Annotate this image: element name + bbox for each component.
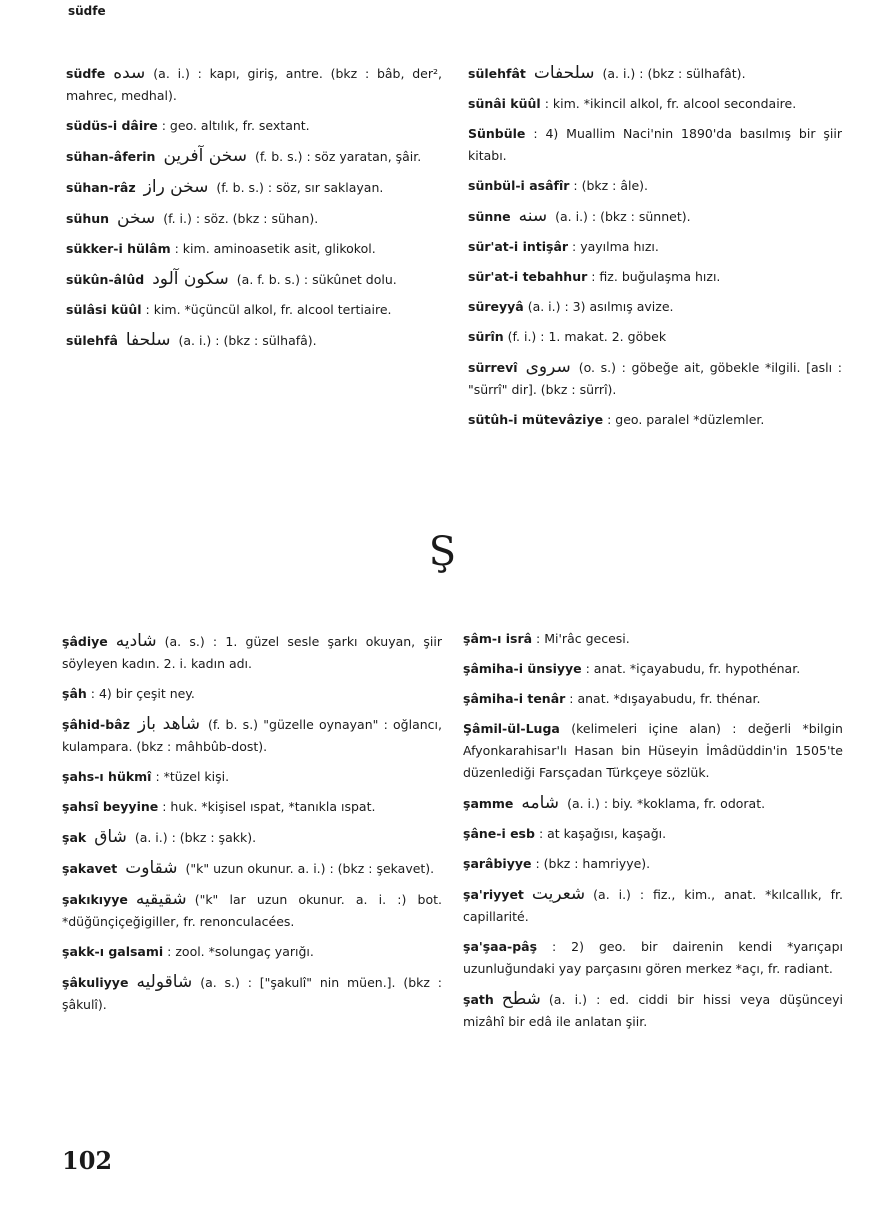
entry-headword: süreyyâ <box>468 299 524 314</box>
entry-definition: : kim. *ikincil alkol, fr. alcool secondaire. <box>544 96 797 111</box>
entry-arabic-script: سخن راز <box>143 177 209 197</box>
entry-definition: : at kaşağısı, kaşağı. <box>538 826 667 841</box>
dictionary-entry <box>468 62 842 85</box>
dictionary-entry <box>62 826 442 849</box>
entry-headword: şâh <box>62 686 87 701</box>
entry-arabic-script: شقیقیه <box>135 889 187 909</box>
entry-definition: : zool. *solungaç yarığı. <box>167 944 314 959</box>
entry-arabic-script: سخن <box>117 208 156 228</box>
entry-arabic-script: سلحفا <box>125 330 171 350</box>
entry-definition: : *tüzel kişi. <box>155 769 230 784</box>
entry-headword: Sünbüle <box>468 126 526 141</box>
entry-definition: (a. i.) : (bkz : sülhafât). <box>602 66 746 81</box>
entry-headword: sürîn <box>468 329 504 344</box>
dictionary-entry <box>468 409 842 431</box>
entry-headword: şarâbiyye <box>463 856 532 871</box>
dictionary-entry <box>468 123 842 167</box>
entry-headword: Şâmil-ül-Luga <box>463 721 560 736</box>
entry-headword: şahs-ı hükmî <box>62 769 152 784</box>
entry-headword: şâne-i esb <box>463 826 535 841</box>
entry-definition: : kim. *üçüncül alkol, fr. alcool tertiaire. <box>145 302 392 317</box>
entry-definition: : anat. *içayabudu, fr. hypothénar. <box>585 661 801 676</box>
entry-definition: (a. i.) : (bkz : sülhafâ). <box>178 333 317 348</box>
dictionary-entry <box>463 823 843 845</box>
entry-definition: (f. b. s.) "güzelle oynayan" : oğlancı, kulampara. (bkz : mâhbûb-dost). <box>62 717 442 754</box>
dictionary-entry <box>463 718 843 784</box>
dictionary-entry <box>468 266 842 288</box>
entry-definition: : 4) Muallim Naci'nin 1890'da basılmış bir şiir kitabı. <box>468 126 842 163</box>
entry-headword: şâmiha-i ünsiyye <box>463 661 582 676</box>
entry-headword: sür'at-i intişâr <box>468 239 569 254</box>
entry-arabic-script: سروی <box>525 357 571 377</box>
column-left-bottom <box>62 630 442 1024</box>
dictionary-entry <box>62 796 442 818</box>
dictionary-entry <box>463 988 843 1033</box>
entry-headword: şa'riyyet <box>463 887 524 902</box>
entry-definition: : kim. aminoasetik asit, glikokol. <box>174 241 376 256</box>
entry-definition: : yayılma hızı. <box>572 239 659 254</box>
dictionary-entry <box>463 628 843 650</box>
entry-headword: sünbül-i asâfîr <box>468 178 570 193</box>
running-head: südfe <box>68 4 106 18</box>
entry-definition: : 2) geo. bir dairenin kendi *yarıçapı uzunluğundaki yay parçasını gören merkez *açı, fr. radiant. <box>463 939 843 976</box>
column-right-bottom <box>463 628 843 1041</box>
entry-definition: : 4) bir çeşit ney. <box>90 686 195 701</box>
dictionary-entry <box>468 205 842 228</box>
entry-definition: (f. b. s.) : söz, sır saklayan. <box>216 180 384 195</box>
entry-arabic-script: شاقولیه <box>136 972 193 992</box>
entry-definition: (kelimeleri içine alan) : değerli *bilgin Afyonkarahisar'lı Hasan bin Hüseyin İmâdüddin'in 1505'te düzenlediği Farsçadan Türkçeye sözlük. <box>463 721 843 780</box>
section-letter: Ş <box>428 529 457 575</box>
entry-headword: sünâi küûl <box>468 96 541 111</box>
entry-definition: (a. i.) : (bkz : sünnet). <box>555 209 691 224</box>
entry-headword: südüs-i dâire <box>66 118 158 133</box>
dictionary-entry <box>66 145 442 168</box>
entry-headword: şâmiha-i tenâr <box>463 691 566 706</box>
entry-definition: (a. s.) : 1. güzel sesle şarkı okuyan, şiir söyleyen kadın. 2. i. kadın adı. <box>62 634 442 671</box>
entry-definition: (a. i.) : biy. *koklama, fr. odorat. <box>567 796 766 811</box>
dictionary-entry <box>468 236 842 258</box>
dictionary-entry <box>62 630 442 675</box>
entry-definition: : huk. *kişisel ıspat, *tanıkla ıspat. <box>162 799 376 814</box>
entry-definition: (a. i.) : fiz., kim., anat. *kılcallık, fr. capillarité. <box>463 887 843 924</box>
entry-headword: sühan-râz <box>66 180 136 195</box>
entry-definition: (o. s.) : göbeğe ait, göbekle *ilgili. [aslı : "sürrî" dir]. (bkz : sürrî). <box>468 360 842 397</box>
entry-headword: şa'şaa-pâş <box>463 939 538 954</box>
entry-arabic-script: شاق <box>94 827 127 847</box>
entry-headword: sülehfât <box>468 66 526 81</box>
entry-headword: şâm-ı isrâ <box>463 631 533 646</box>
dictionary-entry <box>62 766 442 788</box>
dictionary-entry <box>66 115 442 137</box>
dictionary-entry <box>66 329 442 352</box>
entry-definition: (a. i.) : (bkz : şakk). <box>134 830 257 845</box>
entry-headword: sürrevî <box>468 360 518 375</box>
entry-arabic-script: شادیه <box>115 631 157 651</box>
entry-headword: şak <box>62 830 87 845</box>
dictionary-entry <box>463 688 843 710</box>
entry-arabic-script: شقاوت <box>125 858 178 878</box>
entry-headword: sülâsi küûl <box>66 302 142 317</box>
dictionary-entry <box>62 888 442 933</box>
entry-arabic-script: سکون آلود <box>152 269 229 289</box>
entry-definition: : geo. altılık, fr. sextant. <box>161 118 310 133</box>
entry-definition: (f. i.) : 1. makat. 2. göbek <box>507 329 667 344</box>
dictionary-entry <box>62 971 442 1016</box>
entry-definition: (a. f. b. s.) : sükûnet dolu. <box>236 272 397 287</box>
entry-definition: : fiz. buğulaşma hızı. <box>591 269 721 284</box>
dictionary-entry <box>463 658 843 680</box>
dictionary-entry <box>66 268 442 291</box>
entry-arabic-script: شطح <box>501 989 541 1009</box>
entry-arabic-script: سخن آفرین <box>163 146 247 166</box>
dictionary-entry <box>66 176 442 199</box>
entry-definition: (f. i.) : söz. (bkz : sühan). <box>163 211 319 226</box>
entry-headword: şâhid-bâz <box>62 717 130 732</box>
entry-headword: şamme <box>463 796 514 811</box>
dictionary-entry <box>66 238 442 260</box>
entry-arabic-script: شاهد باز <box>137 714 200 734</box>
entry-arabic-script: سلحفات <box>533 63 595 83</box>
entry-headword: sür'at-i tebahhur <box>468 269 588 284</box>
entry-headword: sükker-i hülâm <box>66 241 171 256</box>
entry-definition: ("k" uzun okunur. a. i.) : (bkz : şekavet). <box>185 861 435 876</box>
entry-definition: ("k" lar uzun okunur. a. i. :) bot. *düğünçiçeğigiller, fr. renonculacées. <box>62 892 442 929</box>
dictionary-entry <box>468 326 842 348</box>
dictionary-entry <box>463 853 843 875</box>
dictionary-entry <box>62 713 442 758</box>
entry-headword: sünne <box>468 209 511 224</box>
entry-headword: şakıkıyye <box>62 892 128 907</box>
entry-definition: (f. b. s.) : söz yaratan, şâir. <box>254 149 422 164</box>
entry-definition: : (bkz : hamriyye). <box>535 856 651 871</box>
entry-headword: şahsî beyyine <box>62 799 159 814</box>
entry-headword: şâkuliyye <box>62 975 129 990</box>
dictionary-entry <box>463 792 843 815</box>
dictionary-entry <box>468 356 842 401</box>
entry-definition: (a. i.) : 3) asılmış avize. <box>527 299 674 314</box>
entry-headword: şâdiye <box>62 634 108 649</box>
dictionary-entry <box>62 857 442 880</box>
dictionary-entry <box>463 883 843 928</box>
entry-definition: (a. i.) : kapı, giriş, antre. (bkz : bâb, der², mahrec, medhal). <box>66 66 442 103</box>
dictionary-entry <box>66 207 442 230</box>
entry-headword: sütûh-i mütevâziye <box>468 412 604 427</box>
entry-definition: : Mi'râc gecesi. <box>536 631 630 646</box>
entry-headword: sükûn-âlûd <box>66 272 145 287</box>
dictionary-entry <box>468 175 842 197</box>
entry-definition: : anat. *dışayabudu, fr. thénar. <box>569 691 761 706</box>
entry-headword: sühun <box>66 211 110 226</box>
dictionary-entry <box>66 299 442 321</box>
dictionary-entry <box>62 683 442 705</box>
entry-headword: sühan-âferin <box>66 149 156 164</box>
dictionary-entry <box>468 93 842 115</box>
dictionary-entry <box>463 936 843 980</box>
page-number: 102 <box>62 1146 113 1175</box>
entry-definition: : (bkz : âle). <box>573 178 649 193</box>
dictionary-entry <box>66 62 442 107</box>
entry-headword: şakk-ı galsami <box>62 944 164 959</box>
dictionary-entry <box>62 941 442 963</box>
entry-arabic-script: سنه <box>518 206 548 226</box>
entry-headword: südfe <box>66 66 106 81</box>
entry-headword: şakavet <box>62 861 118 876</box>
entry-definition: (a. i.) : ed. ciddi bir hissi veya düşünceyi mizâhî bir edâ ile anlatan şiir. <box>463 992 843 1029</box>
entry-definition: (a. s.) : ["şakulî" nin müen.]. (bkz : şâkulî). <box>62 975 442 1012</box>
dictionary-entry <box>468 296 842 318</box>
column-right-top <box>468 62 842 439</box>
column-left-top <box>66 62 442 360</box>
entry-arabic-script: شامه <box>521 793 560 813</box>
entry-headword: şath <box>463 992 494 1007</box>
entry-arabic-script: سده <box>113 63 146 83</box>
entry-headword: sülehfâ <box>66 333 118 348</box>
entry-arabic-script: شعریت <box>531 884 586 904</box>
entry-definition: : geo. paralel *düzlemler. <box>607 412 765 427</box>
